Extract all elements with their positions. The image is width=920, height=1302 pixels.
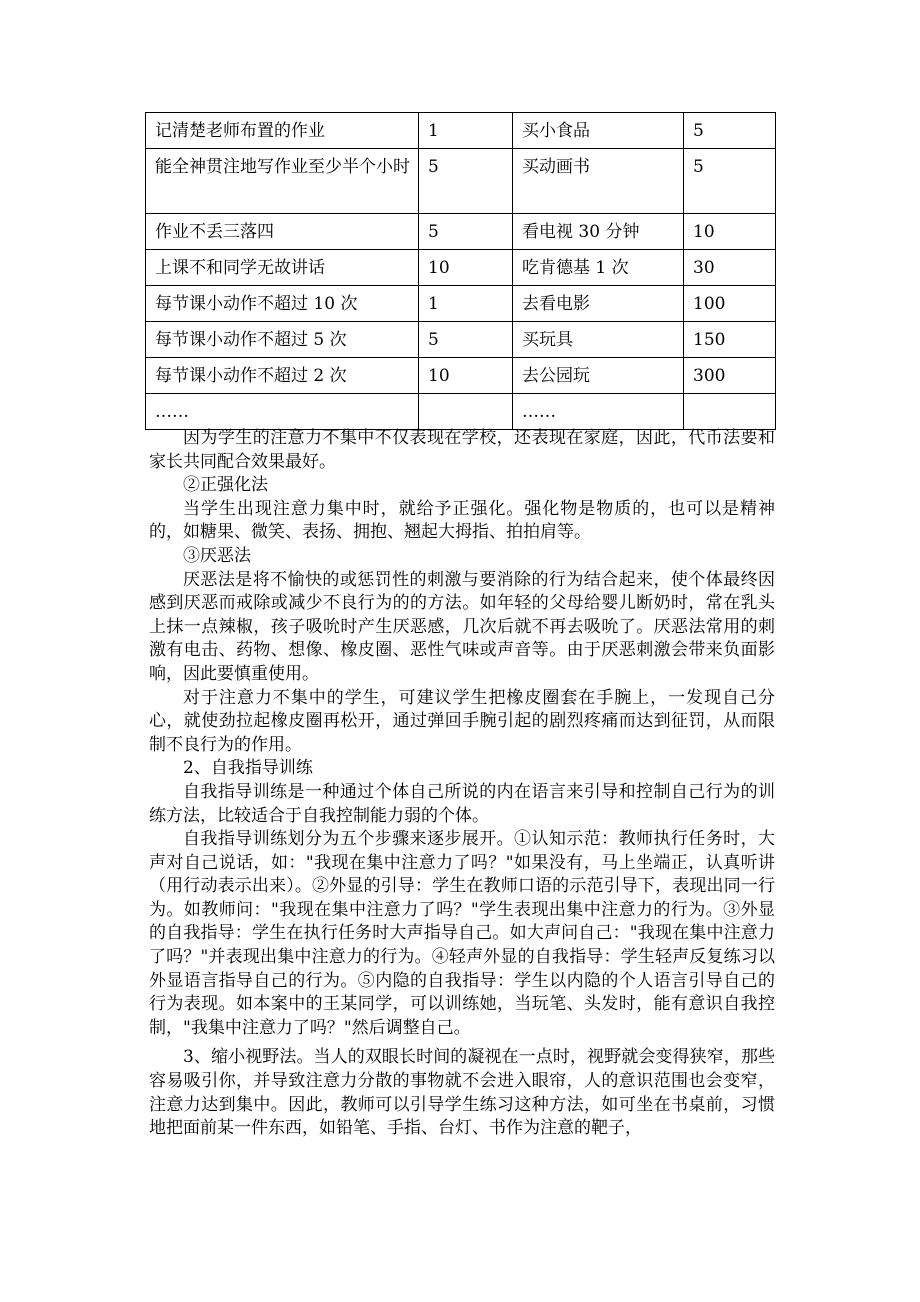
- cost-cell: [684, 394, 776, 430]
- table-row: [146, 149, 776, 214]
- behavior-cell: 每节课小动作不超过 2 次: [146, 358, 419, 394]
- cost-cell: 300: [684, 358, 776, 394]
- heading-self-guidance: 2、自我指导训练: [183, 758, 313, 779]
- body-text: [149, 427, 775, 1141]
- reward-cell: 吃肯德基 1 次: [513, 250, 684, 286]
- cost-cell: 10: [684, 214, 776, 250]
- cost-cell: 5: [684, 113, 776, 149]
- paragraph-aversion-method: 厌恶法是将不愉快的或惩罚性的刺激与要消除的行为结合起来，使个体最终因感到厌恶而戒除或减少不良行为的的方法。如年轻的父母给婴儿断奶时，常在乳头上抹一点辣椒，孩子吸吮时产生厌恶感，几次后就不再去吸吮了。厌恶法常用的刺激有电击、药物、想像、橡皮圈、恶性气味或声音等。由于厌恶刺激会带来负面影响，因此要慎重使用。: [149, 569, 775, 684]
- token-reward-table: [145, 112, 776, 430]
- table-row: [146, 322, 776, 358]
- behavior-cell: 每节课小动作不超过 5 次: [146, 322, 419, 358]
- points-cell: 10: [419, 358, 513, 394]
- points-cell: 1: [419, 286, 513, 322]
- behavior-cell: 能全神贯注地写作业至少半个小时: [146, 149, 419, 214]
- cost-cell: 150: [684, 322, 776, 358]
- table-row: [146, 286, 776, 322]
- points-cell: 5: [419, 214, 513, 250]
- cost-cell: 30: [684, 250, 776, 286]
- table-row: [146, 358, 776, 394]
- reward-cell: 买玩具: [513, 322, 684, 358]
- paragraph-self-guidance-steps: 自我指导训练划分为五个步骤来逐步展开。①认知示范：教师执行任务时，大声对自己说话，如："我现在集中注意力了吗？"如果没有，马上坐端正，认真听讲（用行动表示出来）。②外显的引导：学生在教师口语的示范引导下，表现出同一行为。如教师问："我现在集中注意力了吗？"学生表现出集中注意力的行为。③外显的自我指导：学生在执行任务时大声指导自己。如大声问自己："我现在集中注意力了吗？"并表现出集中注意力的行为。④轻声外显的自我指导：学生轻声反复练习以外显语言指导自己的行为。⑤内隐的自我指导：学生以内隐的个人语言引导自己的行为表现。如本案中的王某同学，可以训练她，当玩笔、头发时，能有意识自我控制，"我集中注意力了吗？"然后调整自己。: [149, 829, 775, 1038]
- heading-positive-reinforcement: ②正强化法: [183, 475, 268, 496]
- behavior-cell: 记清楚老师布置的作业: [146, 113, 419, 149]
- paragraph-positive-reinforcement: 当学生出现注意力集中时，就给予正强化。强化物是物质的，也可以是精神的，如糖果、微笑、表扬、拥抱、翘起大拇指、拍拍肩等。: [149, 498, 775, 543]
- paragraph-narrow-vision: 3、缩小视野法。当人的双眼长时间的凝视在一点时，视野就会变得狭窄，那些容易吸引你，并导致注意力分散的事物就不会进入眼帘，人的意识范围也会变窄，注意力达到集中。因此，教师可以引导学生练习这种方法，如可坐在书桌前，习惯地把面前某一件东西，如铅笔、手指、台灯、书作为注意的靶子，: [149, 1047, 775, 1139]
- points-cell: [419, 394, 513, 430]
- paragraph-self-guidance-intro: 自我指导训练是一种通过个体自己所说的内在语言来引导和控制自己行为的训练方法，比较适合于自我控制能力弱的个体。: [149, 781, 775, 826]
- table-row: [146, 394, 776, 430]
- behavior-cell: ……: [146, 394, 419, 430]
- reward-cell: 去公园玩: [513, 358, 684, 394]
- reward-cell: 去看电影: [513, 286, 684, 322]
- paragraph-rubber-band: 对于注意力不集中的学生，可建议学生把橡皮圈套在手腕上，一发现自己分心，就使劲拉起橡皮圈再松开，通过弹回手腕引起的剧烈疼痛而达到征罚，从而限制不良行为的作用。: [149, 687, 775, 755]
- behavior-cell: 每节课小动作不超过 10 次: [146, 286, 419, 322]
- reward-cell: 买动画书: [513, 149, 684, 214]
- heading-aversion-method: ③厌恶法: [183, 545, 251, 566]
- behavior-cell: 上课不和同学无故讲话: [146, 250, 419, 286]
- cost-cell: 5: [684, 149, 776, 214]
- table-row: [146, 250, 776, 286]
- points-cell: 10: [419, 250, 513, 286]
- cost-cell: 100: [684, 286, 776, 322]
- points-cell: 5: [419, 322, 513, 358]
- reward-cell: ……: [513, 394, 684, 430]
- reward-cell: 买小食品: [513, 113, 684, 149]
- table-row: [146, 113, 776, 149]
- table-row: [146, 214, 776, 250]
- points-cell: 1: [419, 113, 513, 149]
- points-cell: 5: [419, 149, 513, 214]
- reward-cell: 看电视 30 分钟: [513, 214, 684, 250]
- paragraph-token-family: 因为学生的注意力不集中不仅表现在学校，还表现在家庭，因此，代币法要和家长共同配合效果最好。: [149, 428, 775, 472]
- behavior-cell: 作业不丢三落四: [146, 214, 419, 250]
